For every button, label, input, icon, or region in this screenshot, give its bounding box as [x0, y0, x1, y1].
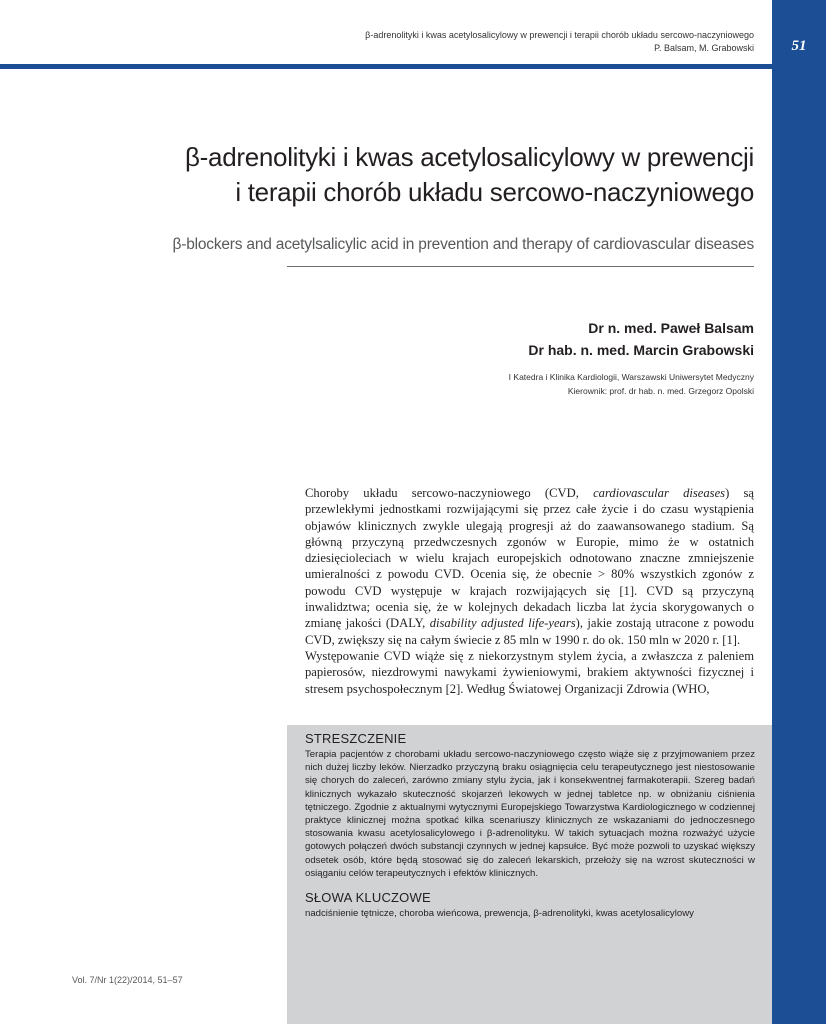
abstract-text: Terapia pacjentów z chorobami układu sercowo-naczyniowego często wiąże się z przyjmowaniem przez nich dużej liczby leków. Nierzadko przyczyną braku osiągnięcia celu terapeutycznego jest niestosowanie się chorych do zaleceń, zarówno zmiany stylu życia, jak i konsekwentnej farmakoterapii. Szereg badań klinicznych wykazało skuteczność skojarzeń lekowych w jednej tabletce np. w obniżaniu ciśnienia tętniczego. Zgodnie z aktualnymi wytycznymi Europejskiego Towarzystwa Kardiologicznego w codziennej praktyce klinicznej można spotkać kilka scenariuszy klinicznych ze wskazaniami do jednoczesnego stosowania kwasu acetylosalicylowego i β-adrenolityku. W takich sytuacjach można rozważyć użycie gotowych połączeń dwóch substancji czynnych w jednej kapsułce. Być może pozwoli to uzyskać większy odsetek osób, które będą stosować się do zaleceń lekarskich, przełoży się na wzrost skuteczności w osiąganiu celów terapeutycznych i efektów klinicznych. [305, 749, 755, 879]
article-title [154, 140, 754, 210]
subtitle-rule [287, 266, 754, 267]
header-rule [0, 64, 772, 69]
keywords-text: nadciśnienie tętnicze, choroba wieńcowa, prewencja, β-adrenolityki, kwas acetylosalicylowy [305, 908, 694, 920]
title-line-2: i terapii chorób układu sercowo-naczyniowego [235, 177, 754, 207]
affiliation [509, 370, 754, 398]
body-text [305, 485, 754, 697]
body-paragraph-1 [305, 485, 754, 648]
author-2: Dr hab. n. med. Marcin Grabowski [528, 342, 754, 358]
title-line-1: β-adrenolityki i kwas acetylosalicylowy w prewencji [185, 142, 754, 172]
body-italic-term: cardiovascular diseases [593, 486, 726, 500]
author-1: Dr n. med. Paweł Balsam [588, 320, 754, 336]
blue-side-band [772, 0, 826, 1024]
journal-footer: Vol. 7/Nr 1(22)/2014, 51–57 [72, 975, 183, 985]
abstract-content [305, 731, 755, 920]
body-paragraph-2: Występowanie CVD wiąże się z niekorzystnym stylem życia, a zwłaszcza z paleniem papierosów, niezdrowymi nawykami żywieniowymi, brakiem aktywności fizycznej i stresem psychospołecznym [2]. Według Światowej Organizacji Zdrowia (WHO, [305, 648, 754, 696]
abstract-heading: STRESZCZENIE [305, 731, 407, 746]
affiliation-line-1: I Katedra i Klinika Kardiologii, Warszawski Uniwersytet Medyczny [508, 372, 754, 382]
abstract-box [287, 725, 772, 1024]
running-head [365, 29, 754, 55]
running-head-title: β-adrenolityki i kwas acetylosalicylowy w prewencji i terapii chorób układu sercowo-naczyniowego [365, 30, 754, 40]
author-list [528, 317, 754, 361]
body-text-run: Choroby układu sercowo-naczyniowego (CVD, [305, 486, 594, 500]
page-number: 51 [791, 38, 807, 54]
article-subtitle: β-blockers and acetylsalicylic acid in prevention and therapy of cardiovascular diseases [172, 236, 754, 253]
body-text-run: ), jakie zostają utracone z powodu CVD, zwiększy się na całym świecie z 85 mln w 1990 r. do ok. 150 mln w 2020 r. [1]. [305, 616, 754, 647]
affiliation-line-2: Kierownik: prof. dr hab. n. med. Grzegorz Opolski [567, 386, 754, 396]
running-head-authors: P. Balsam, M. Grabowski [654, 43, 754, 53]
body-text-run: ) są przewlekłymi jednostkami rozwijającymi się przez całe życie i do czasu wystąpienia objawów klinicznych zwykle ulegają progresji aż do zaawansowanego stadium. Są główną przyczyną przedwczesnych zgonów w Europie, mimo że w ostatnich dziesięcioleciach w wielu krajach europejskich odnotowano znaczne zmniejszenie umieralności z powodu CVD. Ocenia się, że obecnie > 80% wszystkich zgonów z powodu CVD występuje w krajach rozwijających się [1]. CVD są przyczyną inwalidztwa; ocenia się, że w kolejnych dekadach liczba lat życia skorygowanych o zmianę jakości (DALY, [305, 486, 754, 631]
body-italic-term: disability adjusted life-years [429, 616, 576, 631]
keywords-heading: SŁOWA KLUCZOWE [305, 890, 431, 906]
